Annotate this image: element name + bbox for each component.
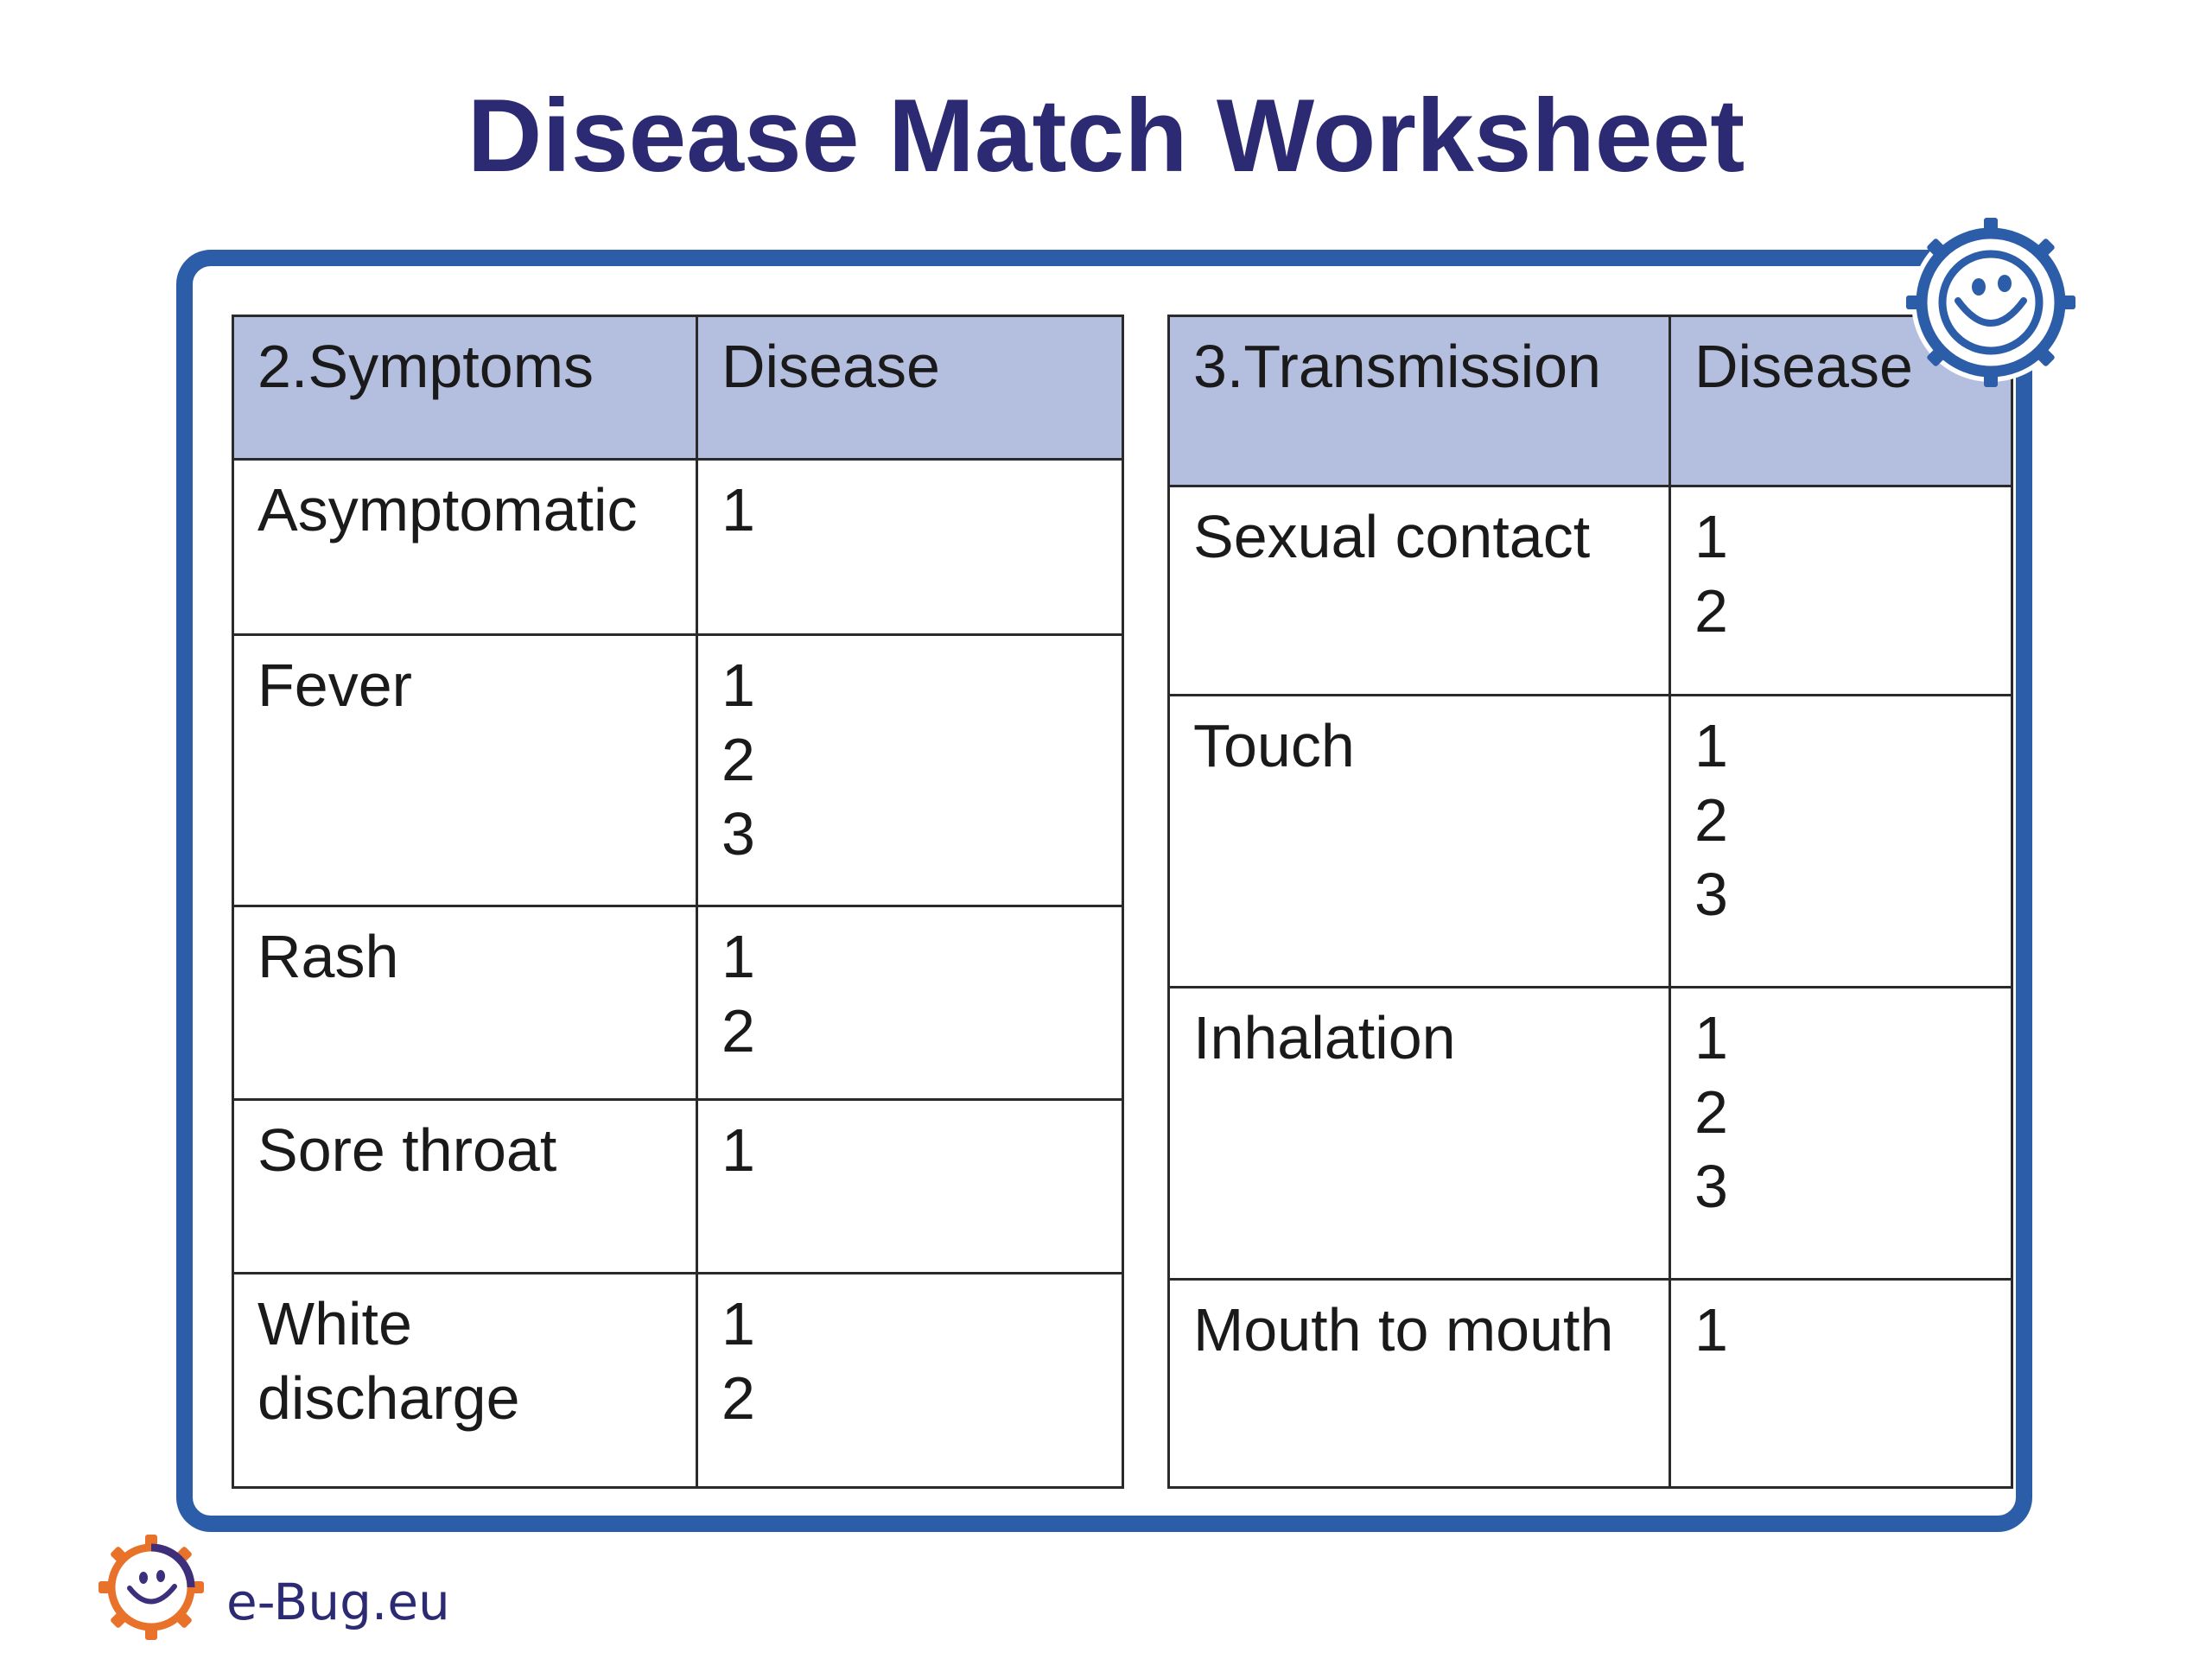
symptoms-table — [232, 315, 1124, 1489]
disease-number: 1 — [721, 476, 755, 543]
table-row — [233, 460, 1123, 635]
disease-number: 1 — [1694, 1296, 1728, 1363]
page-title: Disease Match Worksheet — [467, 78, 1745, 194]
table-row — [1169, 1280, 2012, 1488]
symptom-label: Asymptomatic — [233, 460, 697, 635]
disease-number: 2 — [721, 997, 755, 1065]
table-row — [233, 635, 1123, 906]
disease-numbers — [697, 906, 1123, 1100]
disease-numbers — [1670, 988, 2012, 1280]
disease-numbers — [697, 1100, 1123, 1274]
transmission-label: Inhalation — [1169, 988, 1670, 1280]
bug-mascot-icon — [1904, 216, 2077, 389]
disease-numbers — [1670, 486, 2012, 696]
transmission-table — [1167, 315, 2013, 1489]
disease-number: 1 — [1694, 1004, 1728, 1071]
bug-mascot-icon — [95, 1531, 207, 1643]
transmission-header: 3.Transmission — [1169, 316, 1670, 486]
disease-number: 1 — [721, 1116, 755, 1184]
disease-numbers — [697, 1274, 1123, 1488]
disease-number: 3 — [721, 800, 755, 868]
disease-number: 2 — [721, 726, 755, 793]
transmission-label: Sexual contact — [1169, 486, 1670, 696]
table-row — [233, 1274, 1123, 1488]
disease-number: 1 — [721, 923, 755, 990]
table-row — [233, 906, 1123, 1100]
disease-numbers — [697, 635, 1123, 906]
disease-number: 1 — [721, 652, 755, 719]
disease-numbers — [1670, 1280, 2012, 1488]
disease-number: 3 — [1694, 1153, 1728, 1220]
disease-number: 3 — [1694, 861, 1728, 928]
disease-number: 1 — [1694, 712, 1728, 779]
disease-header: Disease — [697, 316, 1123, 460]
table-row — [1169, 988, 2012, 1280]
symptom-label: Rash — [233, 906, 697, 1100]
brand-text: e-Bug.eu — [226, 1573, 450, 1631]
disease-number: 1 — [721, 1290, 755, 1357]
disease-numbers — [1670, 696, 2012, 988]
table-row — [1169, 486, 2012, 696]
disease-number: 2 — [1694, 786, 1728, 854]
disease-number: 2 — [721, 1364, 755, 1432]
symptom-label: Sore throat — [233, 1100, 697, 1274]
transmission-label: Mouth to mouth — [1169, 1280, 1670, 1488]
disease-number: 1 — [1694, 503, 1728, 570]
table-row — [233, 1100, 1123, 1274]
symptom-label: Fever — [233, 635, 697, 906]
disease-number: 2 — [1694, 577, 1728, 645]
transmission-label: Touch — [1169, 696, 1670, 988]
table-row — [1169, 696, 2012, 988]
disease-numbers — [697, 460, 1123, 635]
symptom-label: White discharge — [233, 1274, 697, 1488]
symptoms-header: 2.Symptoms — [233, 316, 697, 460]
disease-number: 2 — [1694, 1078, 1728, 1146]
disease-header: Disease — [1670, 316, 2012, 486]
